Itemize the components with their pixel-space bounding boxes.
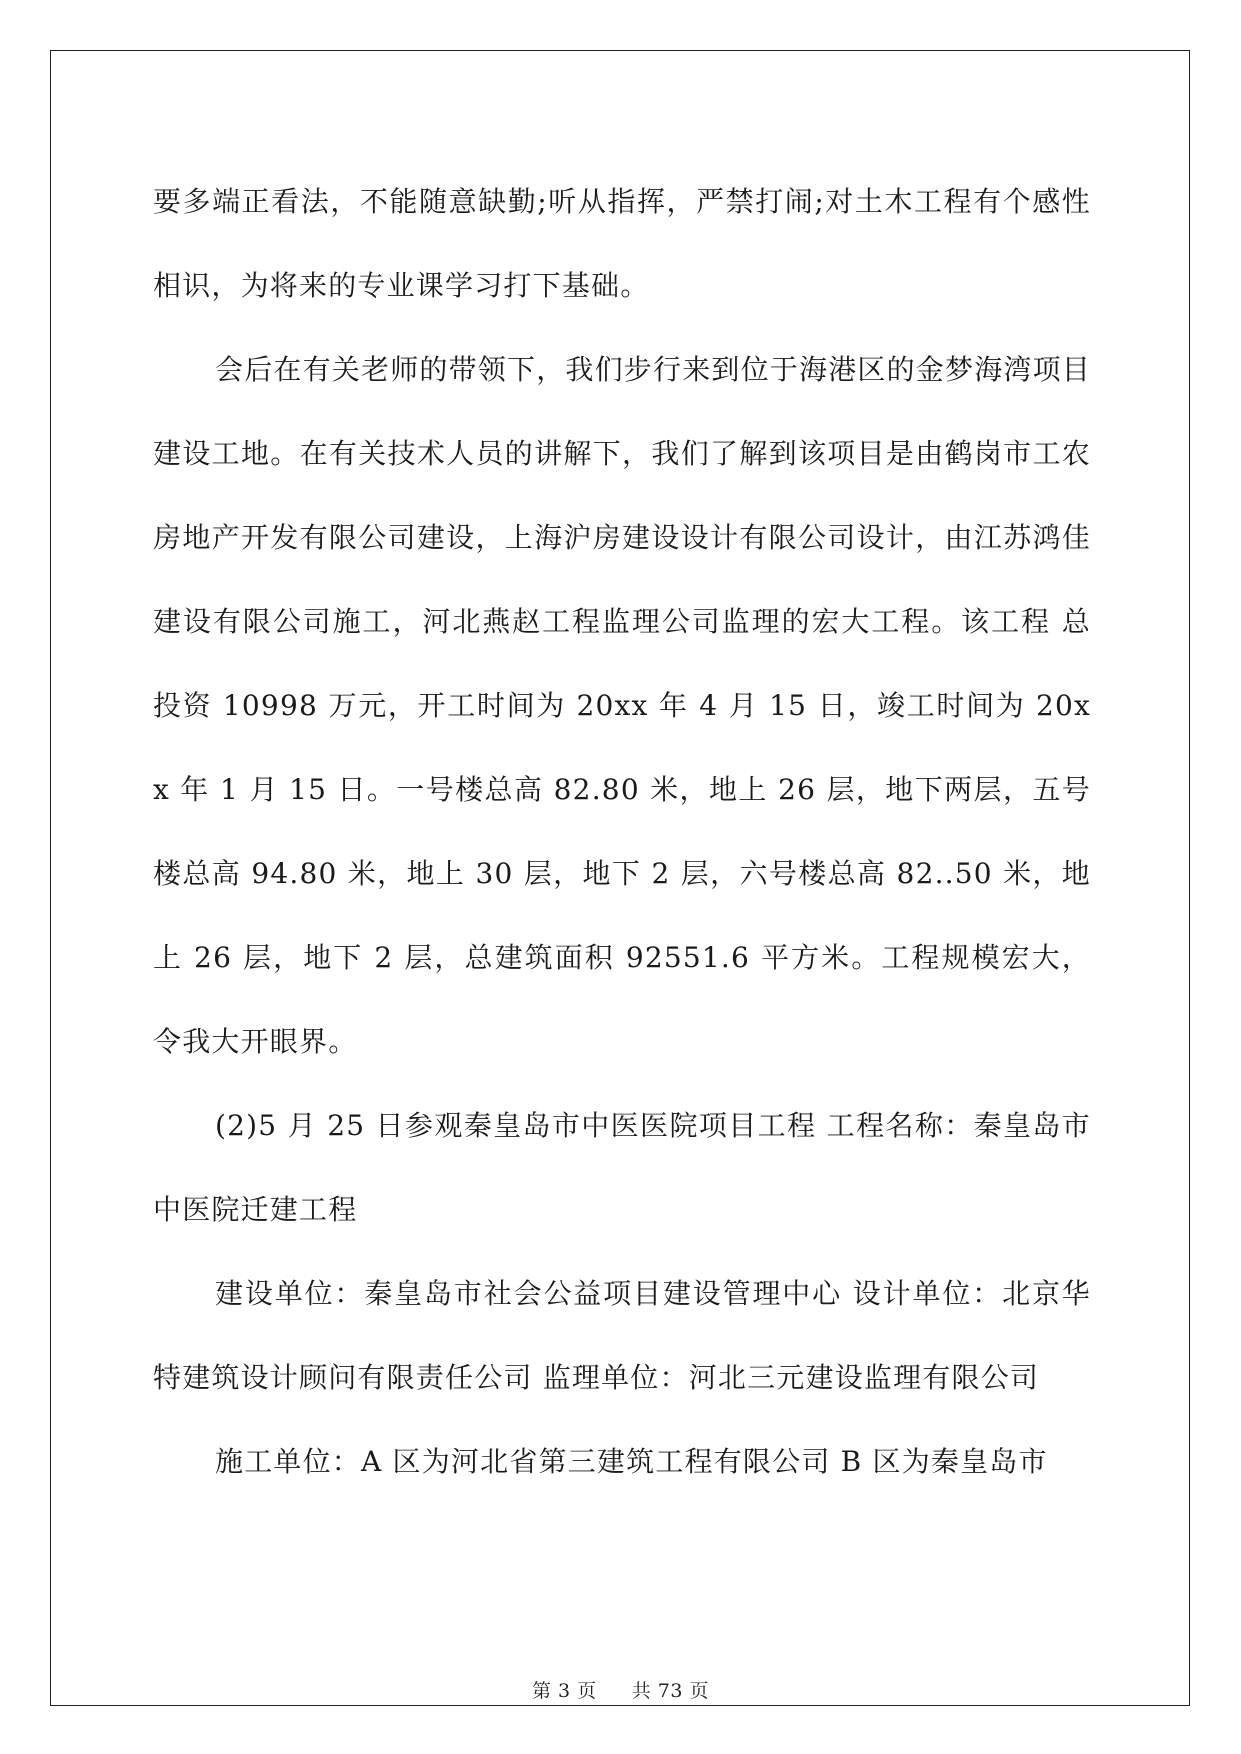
page-number: 第 3 页 xyxy=(531,1680,597,1702)
paragraph-jinmeng-project: 会后在有关老师的带领下，我们步行来到位于海港区的金梦海湾项目建设工地。在有关技术人员的讲解下，我们了解到该项目是由鹤岗市工农房地产开发有限公司建设，上海沪房建设设计有限公司设计，由江苏鸿佳建设有限公司施工，河北燕赵工程监理公司监理的宏大工程。该工程 总投资 10998 万元，开工时间为 20xx 年 4 月 15 日，竣工时间为 20xx 年 1 月 15 日。一号楼总高 82.80 米，地上 26 层，地下两层，五号楼总高 94.80 米，地上 30 层，地下 2 层，六号楼总高 82..50 米，地上 26 层，地下 2 层，总建筑面积 92551.6 平方米。工程规模宏大，令我大开眼界。 xyxy=(153,353,1092,1058)
paragraph-visit-hospital: (2)5 月 25 日参观秦皇岛市中医医院项目工程 工程名称：秦皇岛市中医院迁建工程 xyxy=(153,1109,1091,1226)
paragraph-units: 建设单位：秦皇岛市社会公益项目建设管理中心 设计单位：北京华特建筑设计顾问有限责任公司 监理单位：河北三元建设监理有限公司 xyxy=(153,1277,1091,1394)
paragraph-continuation: 要多端正看法，不能随意缺勤;听从指挥，严禁打闹;对土木工程有个感性相识，为将来的专业课学习打下基础。 xyxy=(153,185,1091,302)
document-body xyxy=(153,160,1091,1504)
page-footer xyxy=(0,1676,1241,1703)
paragraph-construction-unit: 施工单位：A 区为河北省第三建筑工程有限公司 B 区为秦皇岛市 xyxy=(215,1445,1048,1478)
page-total: 共 73 页 xyxy=(631,1680,710,1702)
